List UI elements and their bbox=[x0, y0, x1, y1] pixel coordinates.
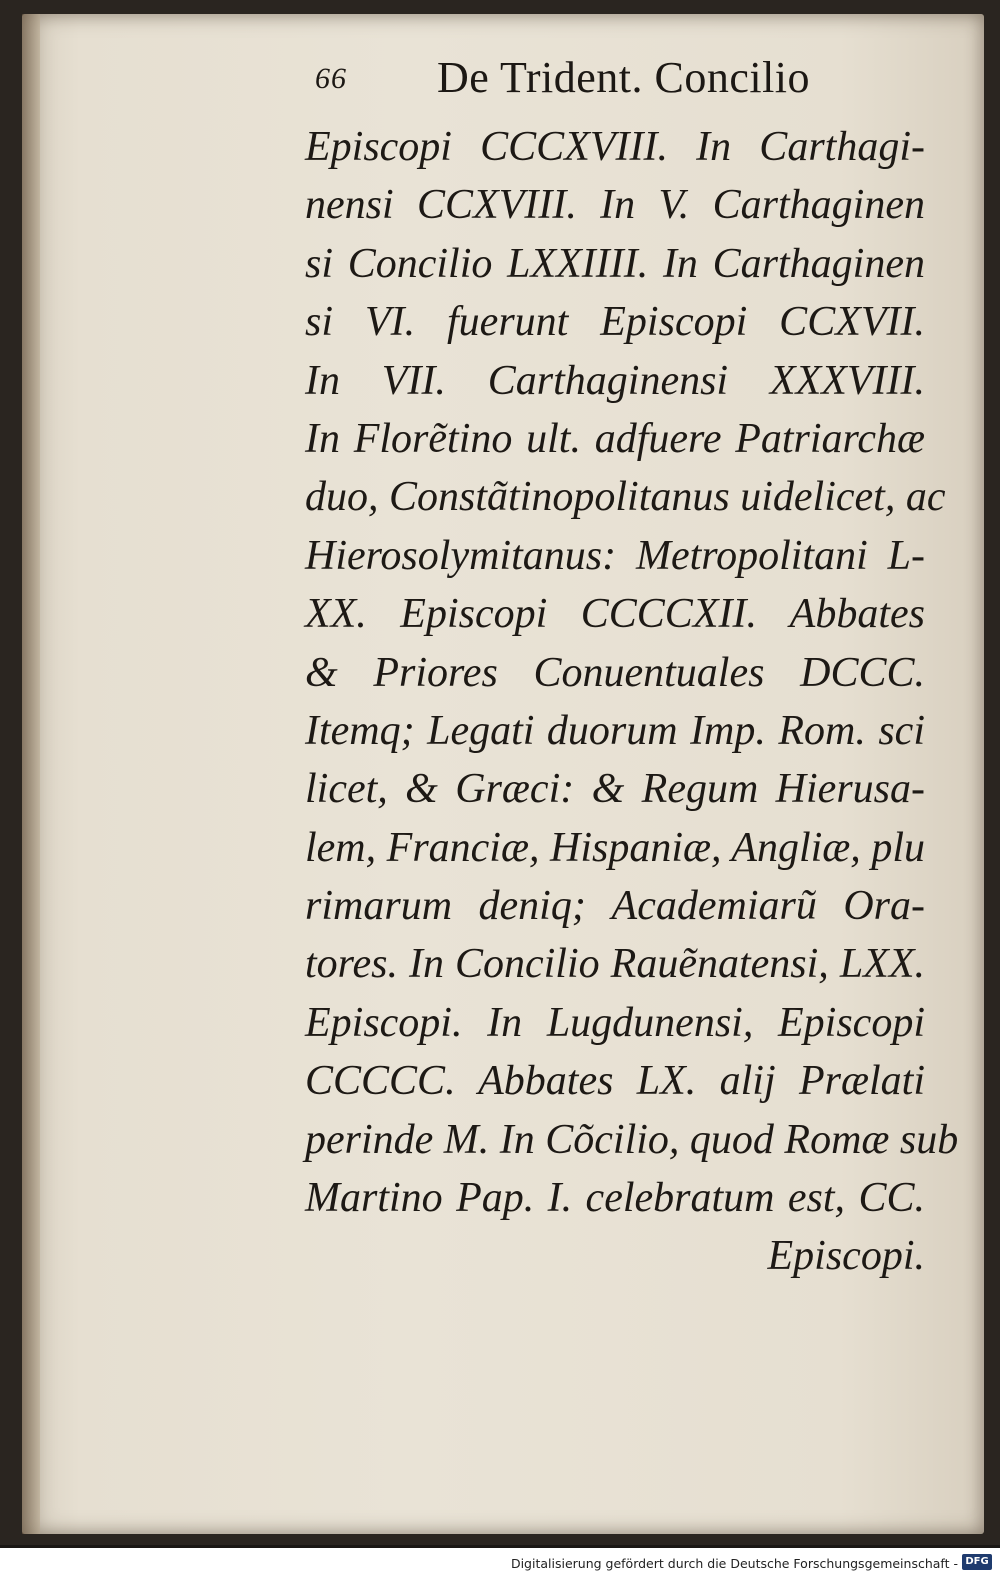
text-line: In VII. Carthaginensi XXXVIII. bbox=[305, 357, 925, 404]
text-line: licet, & Græci: & Regum Hierusa- bbox=[305, 766, 925, 813]
body-text bbox=[305, 118, 959, 1286]
text-line: Episcopi. In Lugdunensi, Episcopi bbox=[305, 999, 925, 1046]
page-gutter-shadow bbox=[22, 14, 40, 1534]
text-line: Martino Pap. I. celebratum est, CC. bbox=[305, 1175, 925, 1222]
text-line: perinde M. In Cõcilio, quod Romæ sub bbox=[305, 1116, 959, 1163]
text-line: si VI. fuerunt Episcopi CCXVII. bbox=[305, 299, 925, 346]
text-line: Episcopi CCCXVIII. In Carthagi- bbox=[305, 124, 925, 170]
text-line: Itemq; Legati duorum Imp. Rom. sci bbox=[305, 707, 925, 754]
text-line: In Florẽtino ult. adfuere Patriarchæ bbox=[305, 415, 925, 462]
text-line: si Concilio LXXIIII. In Carthaginen bbox=[305, 240, 925, 287]
text-line: XX. Episcopi CCCCXII. Abbates bbox=[305, 591, 925, 638]
text-line-final: Episcopi. bbox=[767, 1233, 925, 1280]
page-header bbox=[315, 50, 935, 110]
text-line: nensi CCXVIII. In V. Carthaginen bbox=[305, 182, 925, 229]
text-line: CCCCC. Abbates LX. alij Prælati bbox=[305, 1058, 925, 1105]
dfg-logo-icon[interactable]: DFG bbox=[962, 1554, 992, 1570]
running-head: De Trident. Concilio bbox=[437, 53, 811, 102]
text-line: Hierosolymitanus: Metropolitani L- bbox=[305, 532, 925, 579]
text-line: & Priores Conuentuales DCCC. bbox=[305, 649, 925, 696]
footer-credit: Digitalisierung gefördert durch die Deutsche Forschungsgemeinschaft - bbox=[510, 1556, 958, 1571]
text-line: duo, Constãtinopolitanus uidelicet, ac bbox=[305, 474, 946, 521]
page-number: 66 bbox=[315, 62, 347, 95]
text-line: rimarum deniq; Academiarũ Ora- bbox=[305, 883, 925, 930]
text-line: lem, Franciæ, Hispaniæ, Angliæ, plu bbox=[305, 824, 925, 871]
text-line: tores. In Concilio Rauẽnatensi, LXX. bbox=[305, 941, 925, 988]
